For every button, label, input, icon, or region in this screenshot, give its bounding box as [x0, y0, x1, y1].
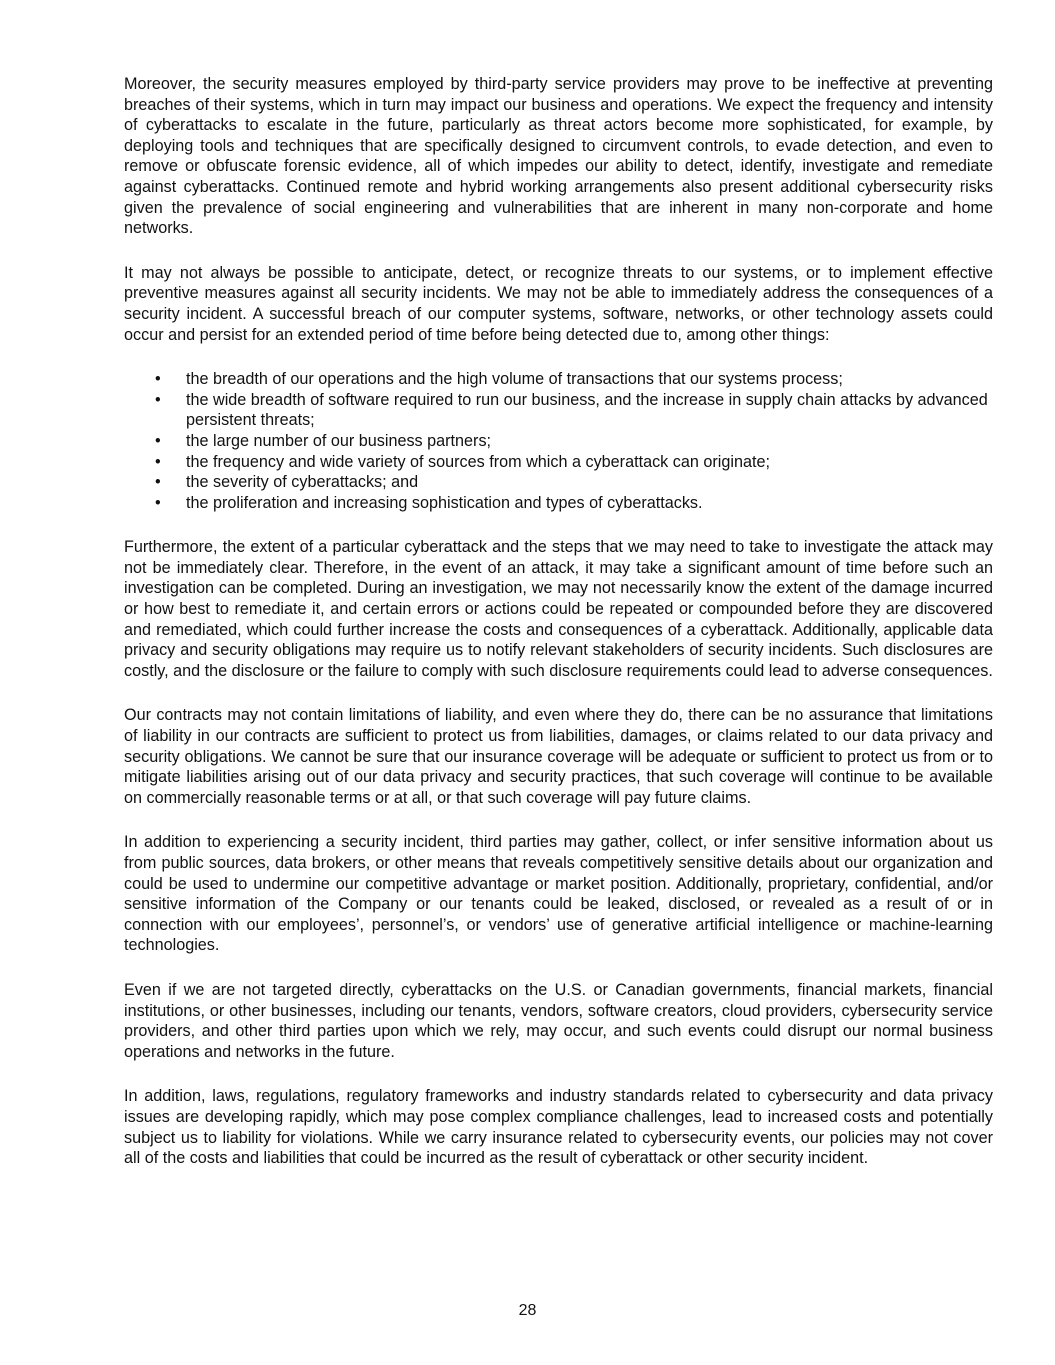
bullet-glyph: • [155, 493, 161, 512]
bullet-glyph: • [155, 390, 161, 409]
bullet-list-breach-factors [124, 369, 993, 513]
paragraph-sensitive-information: In addition to experiencing a security incident, third parties may gather, collect, or infer sensitive information about us from public sources, data brokers, or other means that reveals competitively sensitive details about our organization and could be used to undermine our competitive advantage or market position. Additionally, proprietary, confidential, and/or sensitive information of the Company or our tenants could be leaked, disclosed, or revealed as a result of or in connection with our employees’, personnel’s, or vendors’ use of generative artificial intelligence or machine-learning technologies. [124, 833, 993, 955]
bullet-text: the proliferation and increasing sophistication and types of cyberattacks. [186, 493, 703, 512]
bullet-item [124, 472, 993, 493]
bullet-item [124, 493, 993, 514]
bullet-text: the frequency and wide variety of sources from which a cyberattack can originate; [186, 452, 770, 471]
paragraph-regulations: In addition, laws, regulations, regulatory frameworks and industry standards related to cybersecurity and data privacy issues are developing rapidly, which may pose complex compliance challenges, lead to increased costs and potentially subject us to liability for violations. While we carry insurance related to cybersecurity events, our policies may not cover all of the costs and liabilities that could be incurred as the result of cyberattack or other security incident. [124, 1087, 993, 1168]
bullet-item [124, 452, 993, 473]
paragraph-indirect-cyberattacks: Even if we are not targeted directly, cyberattacks on the U.S. or Canadian governments, financial markets, financial institutions, or other businesses, including our tenants, vendors, software creators, cloud providers, cybersecurity service providers, and other third parties upon which we rely, may occur, and such events could disrupt our normal business operations and networks in the future. [124, 980, 993, 1061]
bullet-item [124, 431, 993, 452]
bullet-item [124, 369, 993, 390]
paragraph-threat-detection: It may not always be possible to anticipate, detect, or recognize threats to our systems, or to implement effective preventive measures against all security incidents. We may not be able to immediately address the consequences of a security incident. A successful breach of our computer systems, software, networks, or other technology assets could occur and persist for an extended period of time before being detected due to, among other things: [124, 263, 993, 344]
bullet-text: the wide breadth of software required to run our business, and the increase in supply chain attacks by advanced persistent threats; [186, 390, 988, 430]
bullet-item [124, 390, 993, 431]
document-body [124, 74, 993, 1193]
bullet-glyph: • [155, 431, 161, 450]
bullet-glyph: • [155, 452, 161, 471]
page-number: 28 [518, 1302, 537, 1319]
bullet-glyph: • [155, 473, 161, 492]
bullet-text: the large number of our business partners; [186, 431, 492, 450]
paragraph-third-party-security: Moreover, the security measures employed by third-party service providers may prove to be ineffective at preventing breaches of their systems, which in turn may impact our business and operations. We expect the frequency and intensity of cyberattacks to escalate in the future, particularly as threat actors become more sophisticated, for example, by deploying tools and techniques that are specifically designed to circumvent controls, to evade detection, and even to remove or obfuscate forensic evidence, all of which impedes our ability to detect, identify, investigate and remediate against cyberattacks. Continued remote and hybrid working arrangements also present additional cybersecurity risks given the prevalence of social engineering and vulnerabilities that are inherent in many non-corporate and home networks. [124, 75, 993, 238]
paragraph-investigation: Furthermore, the extent of a particular cyberattack and the steps that we may need to take to investigate the attack may not be immediately clear. Therefore, in the event of an attack, it may take a significant amount of time before such an investigation can be completed. During an investigation, we may not necessarily know the extent of the damage incurred or how best to remediate it, and certain errors or actions could be repeated or compounded before they are discovered and remediated, which could further increase the costs and consequences of a cyberattack. Additionally, applicable data privacy and security obligations may require us to notify relevant stakeholders of security incidents. Such disclosures are costly, and the disclosure or the failure to comply with such disclosure requirements could lead to adverse consequences. [124, 538, 993, 680]
bullet-text: the severity of cyberattacks; and [186, 473, 419, 492]
bullet-text: the breadth of our operations and the high volume of transactions that our systems process; [186, 370, 843, 389]
paragraph-liability-insurance: Our contracts may not contain limitations of liability, and even where they do, there can be no assurance that limitations of liability in our contracts are sufficient to protect us from liabilities, damages, or claims related to our data privacy and security obligations. We cannot be sure that our insurance coverage will be adequate or sufficient to protect us from or to mitigate liabilities arising out of our data privacy and security practices, that such coverage will continue to be available on commercially reasonable terms or at all, or that such coverage will pay future claims. [124, 706, 993, 807]
bullet-glyph: • [155, 370, 161, 389]
